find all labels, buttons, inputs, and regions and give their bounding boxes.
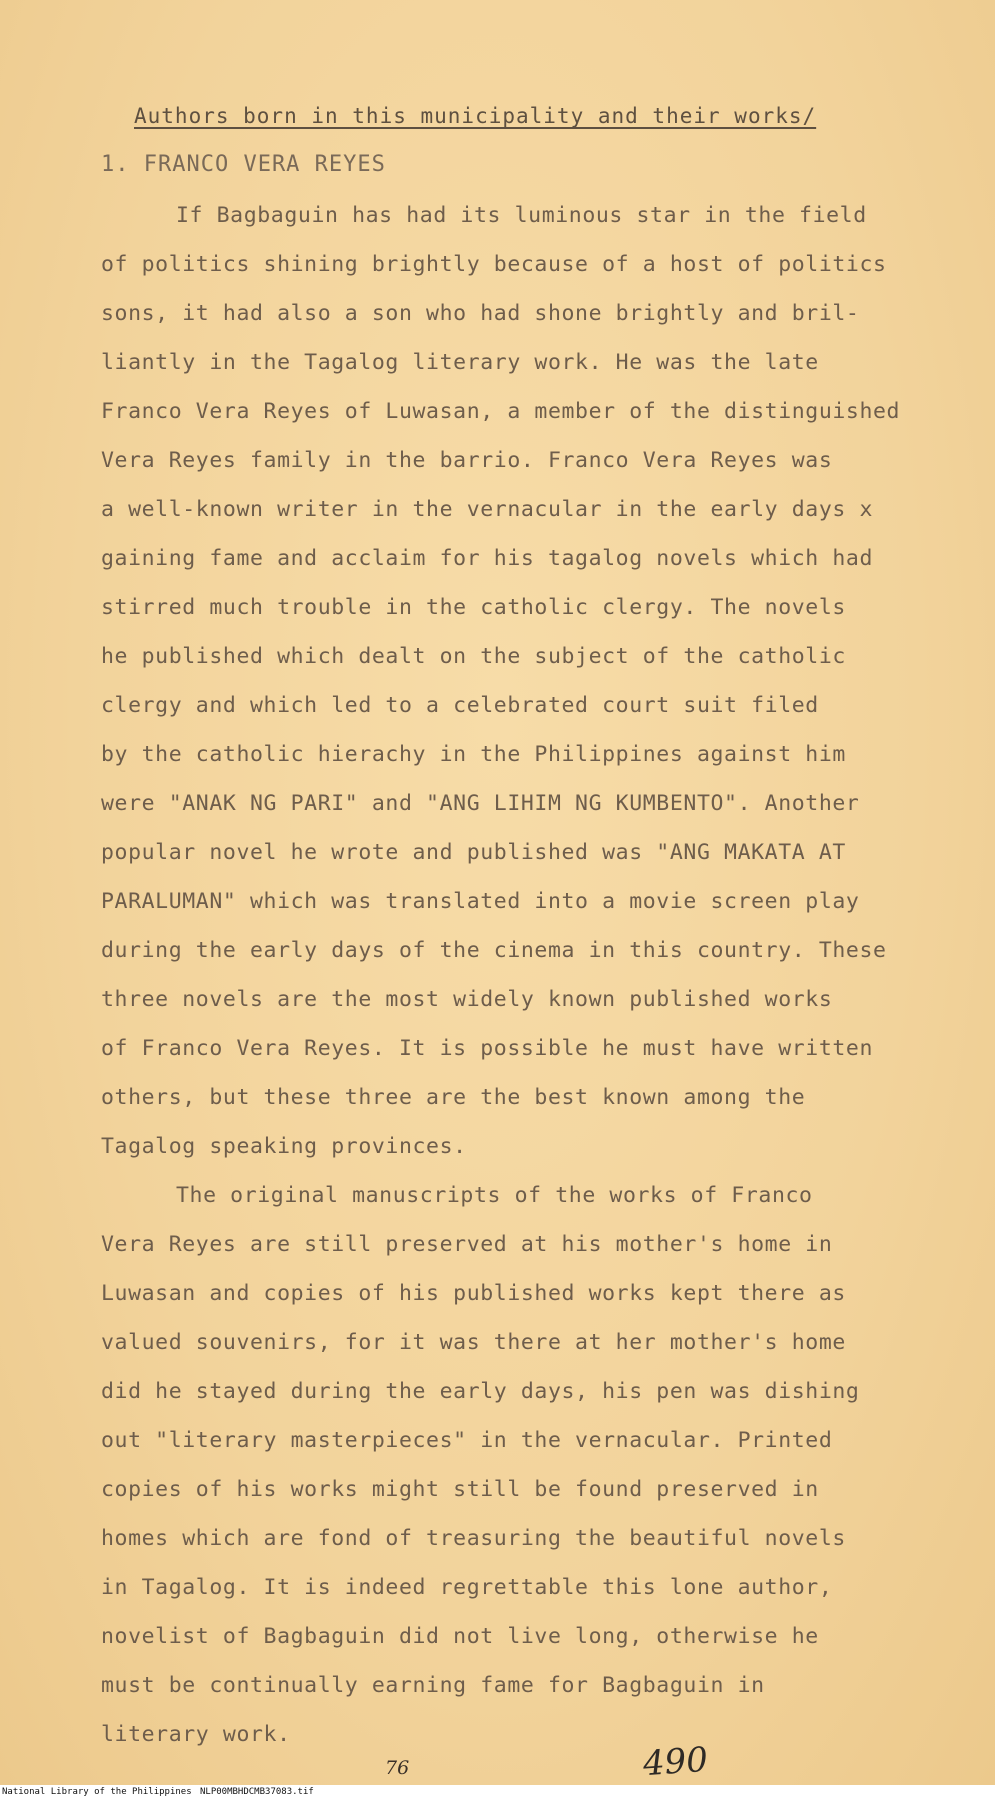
text-line: were "ANAK NG PARI" and "ANG LIHIM NG KUMBENTO". Another [101,791,860,816]
text-line: by the catholic hierachy in the Philippines against him [101,742,846,767]
text-line: gaining fame and acclaim for his tagalog novels which had [101,546,874,571]
handwritten-page-number: 490 [641,1739,710,1785]
text-line: If Bagbaguin has had its luminous star in the field [176,203,867,228]
text-line: he published which dealt on the subject of the catholic [101,644,846,669]
text-line: in Tagalog. It is indeed regrettable this lone author, [101,1575,833,1600]
text-line: homes which are fond of treasuring the beautiful novels [101,1526,846,1551]
file-name: NLP00MBHDCMB37083.tif [200,1787,314,1797]
scan-footer [0,1785,995,1800]
text-line: popular novel he wrote and published was "ANG MAKATA AT [101,840,846,865]
library-credit: National Library of the Philippines [2,1787,192,1797]
text-line: of Franco Vera Reyes. It is possible he must have written [101,1036,874,1061]
text-line: out "literary masterpieces" in the vernacular. Printed [101,1428,833,1453]
text-line: Vera Reyes are still preserved at his mother's home in [101,1232,833,1257]
text-line: Franco Vera Reyes of Luwasan, a member of the distinguished [101,399,901,424]
text-line: others, but these three are the best known among the [101,1085,806,1110]
text-line: Luwasan and copies of his published works kept there as [101,1281,846,1306]
text-line: clergy and which led to a celebrated court suit filed [101,693,819,718]
text-line: novelist of Bagbaguin did not live long, otherwise he [101,1624,819,1649]
author-subheading: 1. FRANCO VERA REYES [101,152,386,177]
text-line: Vera Reyes family in the barrio. Franco Vera Reyes was [101,448,833,473]
text-line: stirred much trouble in the catholic clergy. The novels [101,595,846,620]
page-number: 76 [385,1757,410,1779]
text-line: a well-known writer in the vernacular in the early days x [101,497,874,522]
text-line: PARALUMAN" which was translated into a movie screen play [101,889,860,914]
text-line: liantly in the Tagalog literary work. He was the late [101,350,819,375]
document-heading: Authors born in this municipality and their works/ [134,104,817,128]
text-line: must be continually earning fame for Bagbaguin in [101,1673,765,1698]
text-line: did he stayed during the early days, his pen was dishing [101,1379,860,1404]
text-line: copies of his works might still be found preserved in [101,1477,819,1502]
text-line: three novels are the most widely known published works [101,987,833,1012]
text-line: The original manuscripts of the works of Franco [176,1183,813,1208]
text-line: of politics shining brightly because of a host of politics [101,252,887,277]
text-line: literary work. [101,1722,291,1747]
text-line: valued souvenirs, for it was there at her mother's home [101,1330,846,1355]
text-line: sons, it had also a son who had shone brightly and bril- [101,301,860,326]
text-line: Tagalog speaking provinces. [101,1134,467,1159]
text-line: during the early days of the cinema in this country. These [101,938,887,963]
